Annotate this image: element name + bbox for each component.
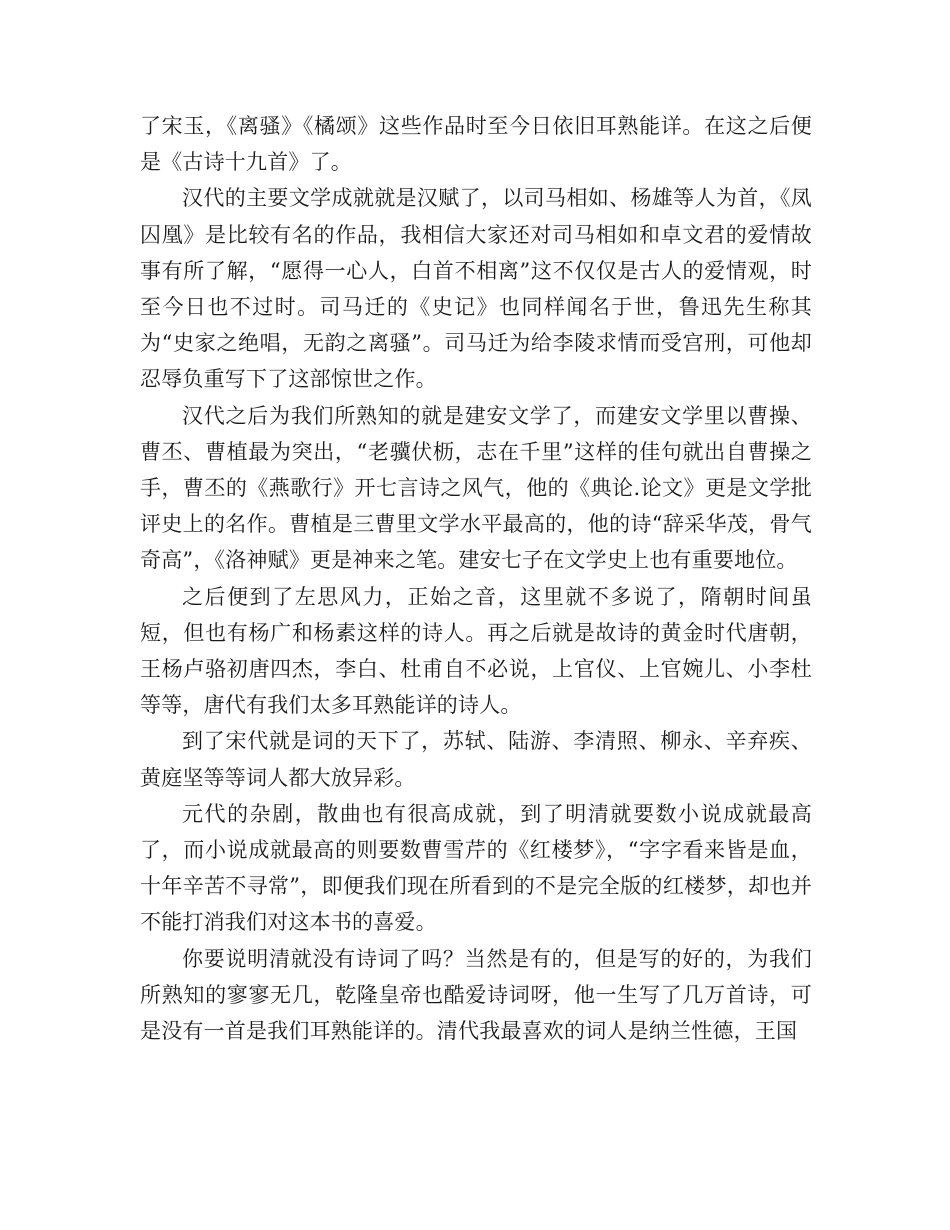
paragraph-6: 元代的杂剧，散曲也有很高成就，到了明清就要数小说成就最高了，而小说成就最高的则要数曹雪芹的《红楼梦》，“字字看来皆是血，十年辛苦不寻常”，即便我们现在所看到的不是完全版的红楼梦，却也并不能打消我们对这本书的喜爱。: [140, 801, 812, 935]
paragraph-4: 之后便到了左思风力，正始之音，这里就不多说了，隋朝时间虽短，但也有杨广和杨素这样的诗人。再之后就是故诗的黄金时代唐朝，王杨卢骆初唐四杰，李白、杜甫自不必说，上官仪、上官婉儿、小李杜等等，唐代有我们太多耳熟能详的诗人。: [140, 584, 812, 718]
paragraph-5: 到了宋代就是词的天下了，苏轼、陆游、李清照、柳永、辛弃疾、黄庭坚等等词人都大放异彩。: [140, 729, 812, 790]
paragraph-1: 了宋玉，《离骚》《橘颂》这些作品时至今日依旧耳熟能详。在这之后便是《古诗十九首》了。: [140, 114, 812, 175]
paragraph-3: 汉代之后为我们所熟知的就是建安文学了，而建安文学里以曹操、曹丕、曹植最为突出，“老骥伏枥，志在千里”这样的佳句就出自曹操之手，曹丕的《燕歌行》开七言诗之风气，他的《典论.论文》更是文学批评史上的名作。曹植是三曹里文学水平最高的，他的诗“辞采华茂，骨气奇高”，《洛神赋》更是神来之笔。建安七子在文学史上也有重要地位。: [140, 403, 812, 573]
document-page: [140, 108, 812, 1049]
paragraph-7: 你要说明清就没有诗词了吗？当然是有的，但是写的好的，为我们所熟知的寥寥无几，乾隆皇帝也酷爱诗词呀，他一生写了几万首诗，可是没有一首是我们耳熟能详的。清代我最喜欢的词人是纳兰性德，王国: [140, 946, 812, 1044]
paragraph-2: 汉代的主要文学成就就是汉赋了，以司马相如、杨雄等人为首，《凤囚凰》是比较有名的作品，我相信大家还对司马相如和卓文君的爱情故事有所了解，“愿得一心人，白首不相离”这不仅仅是古人的爱情观，时至今日也不过时。司马迁的《史记》也同样闻名于世，鲁迅先生称其为“史家之绝唱，无韵之离骚”。司马迁为给李陵求情而受宫刑，可他却忍辱负重写下了这部惊世之作。: [140, 186, 812, 392]
